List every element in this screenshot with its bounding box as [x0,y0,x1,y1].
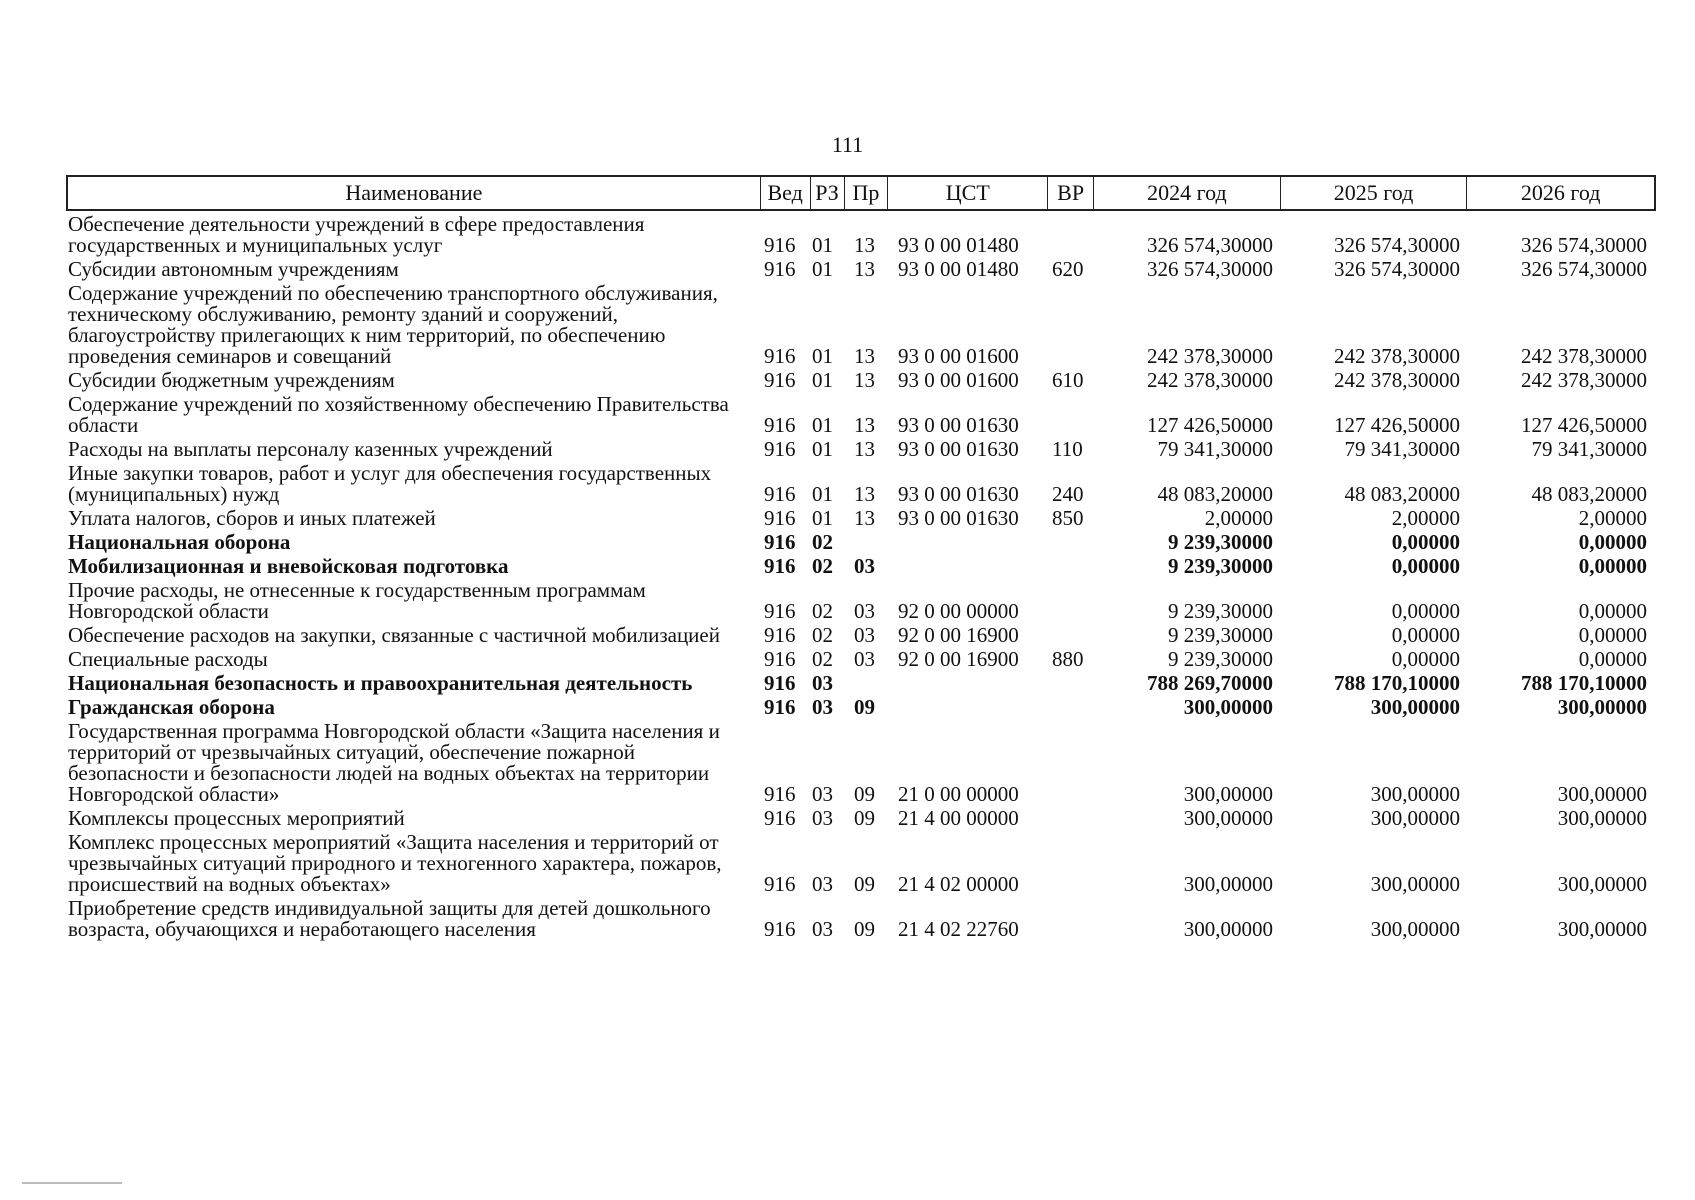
row-pr: 09 [854,872,875,896]
row-vr: 110 [1052,437,1083,461]
row-value-2024: 9 239,30000 [1168,554,1273,578]
row-rz: 01 [812,368,833,392]
row-name: Иные закупки товаров, работ и услуг для обеспечения государственных (муниципальных) нужд [68,461,712,506]
row-cst: 93 0 00 01630 [898,437,1019,461]
row-ved: 916 [764,413,796,437]
table-row [66,898,1656,940]
row-pr: 13 [854,257,875,281]
row-value-2026: 0,00000 [1578,623,1647,647]
row-value-2026: 300,00000 [1557,872,1647,896]
row-value-2025: 0,00000 [1391,623,1460,647]
row-value-2024: 79 341,30000 [1157,437,1273,461]
row-rz: 01 [812,233,833,257]
row-rz: 01 [812,437,833,461]
row-value-2025: 0,00000 [1391,554,1460,578]
row-ved: 916 [764,623,796,647]
row-value-2025: 300,00000 [1370,806,1460,830]
row-cst: 21 4 00 00000 [898,806,1019,830]
row-value-2026: 79 341,30000 [1531,437,1647,461]
row-value-2025: 326 574,30000 [1334,233,1460,257]
page-number: 111 [831,132,864,157]
table-row [66,463,1656,505]
row-value-2026: 242 378,30000 [1521,368,1647,392]
row-cst: 93 0 00 01630 [898,413,1019,437]
table-row [66,439,1656,460]
row-rz: 01 [812,413,833,437]
table-row [66,649,1656,670]
row-value-2024: 48 083,20000 [1157,482,1273,506]
row-value-2024: 9 239,30000 [1168,530,1273,554]
row-pr: 09 [854,695,875,719]
row-value-2024: 326 574,30000 [1147,233,1273,257]
row-ved: 916 [764,599,796,623]
row-pr: 13 [854,344,875,368]
row-ved: 916 [764,506,796,530]
row-vr: 620 [1052,257,1084,281]
row-vr: 240 [1052,482,1084,506]
row-value-2024: 300,00000 [1183,917,1273,941]
row-pr: 13 [854,437,875,461]
row-value-2026: 0,00000 [1578,530,1647,554]
row-value-2024: 242 378,30000 [1147,368,1273,392]
row-value-2026: 300,00000 [1557,917,1647,941]
row-name: Национальная безопасность и правоохранительная деятельность [68,671,693,695]
row-value-2024: 300,00000 [1183,782,1273,806]
budget-table [66,175,1656,940]
table-row [66,808,1656,829]
table-header [66,175,1656,211]
row-value-2025: 127 426,50000 [1334,413,1460,437]
row-rz: 03 [812,671,833,695]
row-cst: 93 0 00 01480 [898,257,1019,281]
row-pr: 09 [854,782,875,806]
row-value-2025: 300,00000 [1370,782,1460,806]
table-row [66,283,1656,367]
row-ved: 916 [764,437,796,461]
row-value-2025: 242 378,30000 [1334,344,1460,368]
header-ved: Вед [761,177,811,209]
row-value-2024: 300,00000 [1183,806,1273,830]
row-value-2026: 300,00000 [1557,695,1647,719]
table-row [66,580,1656,622]
row-cst: 92 0 00 16900 [898,623,1019,647]
row-cst: 21 4 02 22760 [898,917,1019,941]
table-row [66,673,1656,694]
row-value-2026: 127 426,50000 [1521,413,1647,437]
row-value-2025: 0,00000 [1391,647,1460,671]
row-rz: 03 [812,782,833,806]
row-pr: 09 [854,806,875,830]
row-cst: 93 0 00 01600 [898,368,1019,392]
row-value-2025: 242 378,30000 [1334,368,1460,392]
row-name: Гражданская оборона [68,695,275,719]
row-value-2026: 0,00000 [1578,647,1647,671]
table-body [66,214,1656,940]
row-ved: 916 [764,257,796,281]
row-rz: 02 [812,623,833,647]
row-ved: 916 [764,233,796,257]
row-vr: 610 [1052,368,1084,392]
row-value-2025: 300,00000 [1370,872,1460,896]
row-cst: 21 0 00 00000 [898,782,1019,806]
row-value-2025: 0,00000 [1391,530,1460,554]
row-value-2024: 9 239,30000 [1168,623,1273,647]
row-ved: 916 [764,782,796,806]
row-ved: 916 [764,368,796,392]
row-cst: 93 0 00 01480 [898,233,1019,257]
row-rz: 02 [812,554,833,578]
table-row [66,556,1656,577]
row-ved: 916 [764,917,796,941]
row-value-2026: 300,00000 [1557,782,1647,806]
row-pr: 03 [854,623,875,647]
row-pr: 03 [854,599,875,623]
table-row [66,370,1656,391]
row-name: Содержание учреждений по обеспечению транспортного обслуживания, техническому обслуживанию, ремонту зданий и сооружений, благоустройству прилегающих к ним территорий, по обеспечению проведения семинаров и совещаний [68,281,718,368]
row-pr: 13 [854,368,875,392]
row-name: Обеспечение расходов на закупки, связанные с частичной мобилизацией [68,623,720,647]
table-row [66,832,1656,895]
row-value-2026: 300,00000 [1557,806,1647,830]
row-ved: 916 [764,872,796,896]
row-ved: 916 [764,344,796,368]
row-pr: 03 [854,647,875,671]
row-rz: 03 [812,917,833,941]
row-cst: 93 0 00 01630 [898,506,1019,530]
row-value-2026: 788 170,10000 [1521,671,1647,695]
row-rz: 01 [812,344,833,368]
table-row [66,214,1656,256]
row-value-2024: 9 239,30000 [1168,647,1273,671]
header-pr: Пр [845,177,889,209]
row-vr: 850 [1052,506,1084,530]
row-name: Расходы на выплаты персоналу казенных учреждений [68,437,553,461]
row-rz: 02 [812,647,833,671]
row-value-2026: 326 574,30000 [1521,257,1647,281]
row-value-2024: 300,00000 [1183,872,1273,896]
row-rz: 01 [812,257,833,281]
row-ved: 916 [764,554,796,578]
row-ved: 916 [764,482,796,506]
row-name: Национальная оборона [68,530,291,554]
row-rz: 03 [812,695,833,719]
table-row [66,625,1656,646]
table-row [66,697,1656,718]
row-rz: 03 [812,806,833,830]
table-row [66,394,1656,436]
row-name: Мобилизационная и вневойсковая подготовка [68,554,509,578]
header-2026: 2026 год [1520,180,1601,205]
row-vr: 880 [1052,647,1084,671]
row-name: Приобретение средств индивидуальной защиты для детей дошкольного возраста, обучающихся и неработающего населения [68,896,711,941]
row-value-2024: 9 239,30000 [1168,599,1273,623]
row-ved: 916 [764,695,796,719]
row-pr: 13 [854,233,875,257]
row-ved: 916 [764,647,796,671]
row-value-2026: 48 083,20000 [1531,482,1647,506]
row-rz: 01 [812,482,833,506]
row-value-2024: 300,00000 [1183,695,1273,719]
row-cst: 92 0 00 00000 [898,599,1019,623]
row-name: Субсидии бюджетным учреждениям [68,368,395,392]
row-name: Государственная программа Новгородской области «Защита населения и территорий от чрезвычайных ситуаций, обеспечение пожарной безопасности и безопасности людей на водных объектах на территории Новгородской области» [68,719,720,806]
row-value-2026: 326 574,30000 [1521,233,1647,257]
row-value-2025: 79 341,30000 [1344,437,1460,461]
table-row [66,721,1656,805]
table-row [66,508,1656,529]
row-pr: 09 [854,917,875,941]
header-rz: РЗ [811,177,845,209]
row-value-2025: 0,00000 [1391,599,1460,623]
row-value-2024: 326 574,30000 [1147,257,1273,281]
row-ved: 916 [764,671,796,695]
header-2024: 2024 год [1094,177,1281,209]
header-vr: ВР [1048,177,1094,209]
row-value-2024: 2,00000 [1204,506,1273,530]
header-2025: 2025 год [1281,177,1468,209]
row-value-2026: 2,00000 [1578,506,1647,530]
row-value-2024: 788 269,70000 [1147,671,1273,695]
row-value-2025: 300,00000 [1370,917,1460,941]
row-name: Комплексы процессных мероприятий [68,806,405,830]
row-value-2025: 48 083,20000 [1344,482,1460,506]
row-value-2026: 0,00000 [1578,599,1647,623]
row-value-2026: 242 378,30000 [1521,344,1647,368]
row-value-2024: 242 378,30000 [1147,344,1273,368]
row-name: Содержание учреждений по хозяйственному обеспечению Правительства области [68,392,729,437]
row-value-2026: 0,00000 [1578,554,1647,578]
row-value-2025: 2,00000 [1391,506,1460,530]
row-pr: 13 [854,506,875,530]
scan-artifact [22,1182,122,1184]
row-pr: 13 [854,482,875,506]
row-name: Прочие расходы, не отнесенные к государственным программам Новгородской области [68,578,646,623]
row-value-2025: 788 170,10000 [1334,671,1460,695]
row-rz: 02 [812,599,833,623]
row-pr: 13 [854,413,875,437]
row-value-2025: 300,00000 [1370,695,1460,719]
row-cst: 93 0 00 01600 [898,344,1019,368]
row-cst: 93 0 00 01630 [898,482,1019,506]
row-cst: 92 0 00 16900 [898,647,1019,671]
row-name: Уплата налогов, сборов и иных платежей [68,506,436,530]
row-name: Субсидии автономным учреждениям [68,257,399,281]
row-name: Обеспечение деятельности учреждений в сфере предоставления государственных и муниципальных услуг [68,212,645,257]
table-row [66,532,1656,553]
row-rz: 01 [812,506,833,530]
row-rz: 03 [812,872,833,896]
row-value-2024: 127 426,50000 [1147,413,1273,437]
row-rz: 02 [812,530,833,554]
header-name: Наименование [68,177,761,209]
row-value-2025: 326 574,30000 [1334,257,1460,281]
row-name: Комплекс процессных мероприятий «Защита населения и территорий от чрезвычайных ситуаций природного и техногенного характера, пожаров, происшествий на водных объектах» [68,830,722,896]
row-pr: 03 [854,554,875,578]
header-cst: ЦСТ [888,177,1048,209]
table-row [66,259,1656,280]
row-ved: 916 [764,530,796,554]
row-cst: 21 4 02 00000 [898,872,1019,896]
row-name: Специальные расходы [68,647,268,671]
row-ved: 916 [764,806,796,830]
